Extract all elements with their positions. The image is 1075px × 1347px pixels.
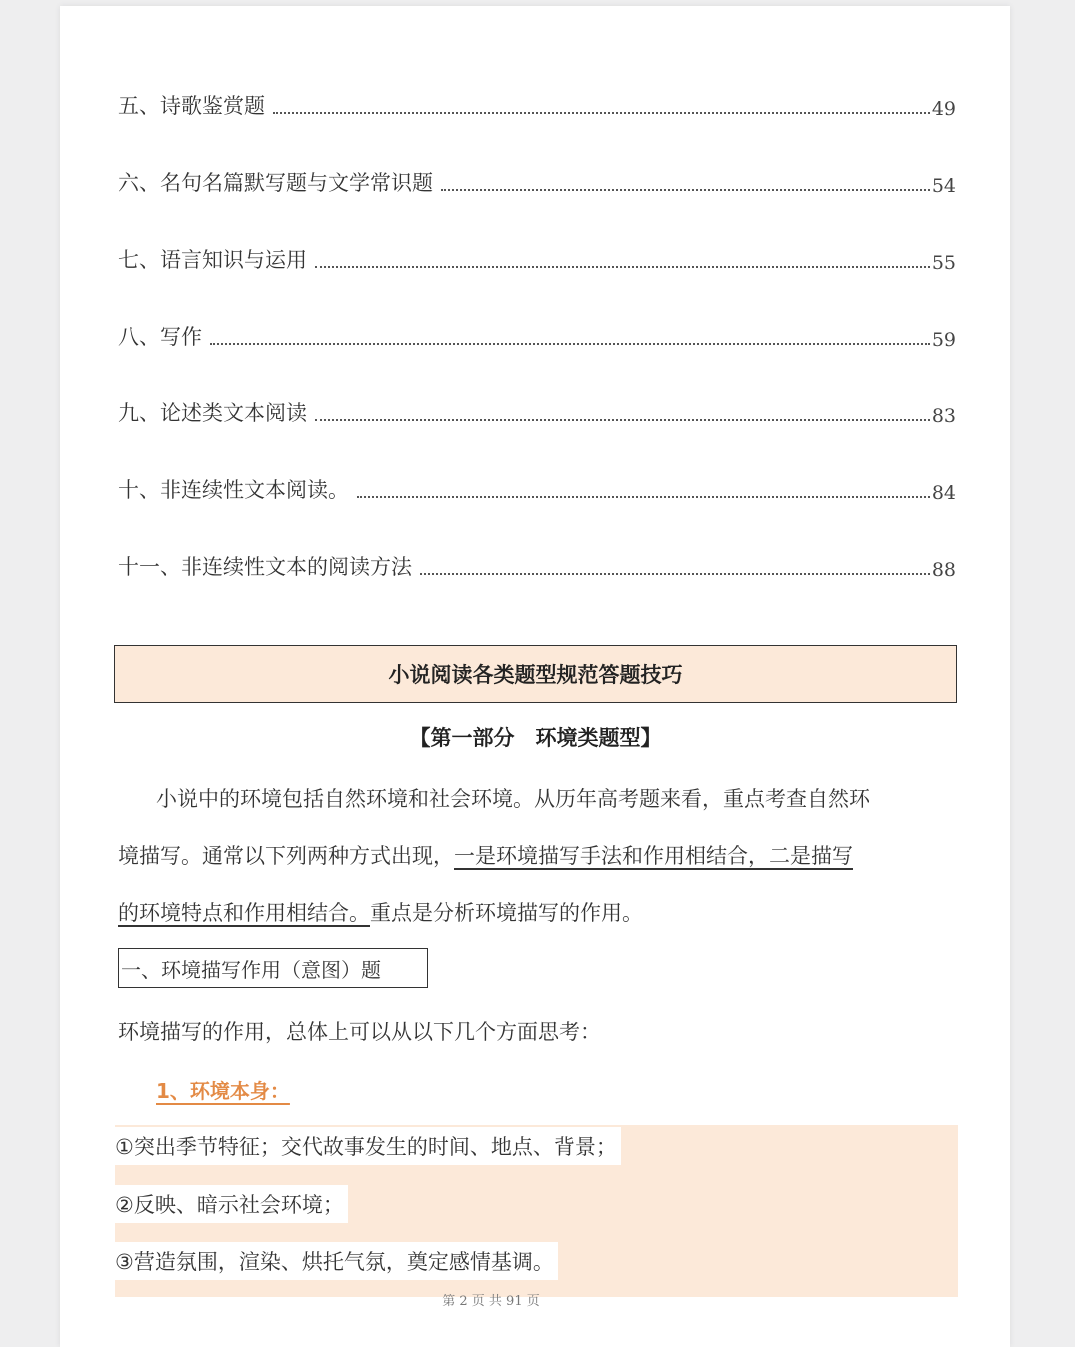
toc-entry[interactable] (118, 244, 956, 274)
page-footer: 第 2 页 共 91 页 (442, 1294, 540, 1309)
toc-page-number: 84 (931, 482, 956, 504)
toc-entry[interactable] (118, 167, 956, 197)
toc-leader-dots (315, 266, 930, 268)
document-page (60, 6, 1010, 1347)
toc-entry-label: 十一、非连续性文本的阅读方法 (118, 555, 412, 579)
intro-text: 小说中的环境包括自然环境和社会环境。从历年高考题来看，重点考查自然环 (156, 787, 870, 811)
point-item: ①突出季节特征；交代故事发生的时间、地点、背景； (115, 1127, 621, 1165)
toc-page-number: 54 (931, 175, 956, 197)
section-heading-box (118, 948, 428, 988)
intro-line-1 (118, 783, 996, 813)
toc-page-number: 88 (931, 559, 956, 581)
toc-entry[interactable] (118, 90, 956, 120)
lead-text: 环境描写的作用，总体上可以从以下几个方面思考： (118, 1020, 601, 1044)
toc-entry[interactable] (118, 551, 956, 581)
toc-leader-dots (420, 573, 930, 575)
toc-page-number: 49 (931, 98, 956, 120)
toc-leader-dots (441, 189, 930, 191)
toc-entry-label: 八、写作 (118, 325, 202, 349)
intro-line-3 (118, 897, 958, 927)
toc-leader-dots (357, 496, 930, 498)
subsection-heading: 1、环境本身： (156, 1079, 290, 1103)
toc-entry-label: 十、非连续性文本阅读。 (118, 478, 349, 502)
toc-entry[interactable] (118, 474, 956, 504)
part-heading: 【第一部分 环境类题型】 (409, 726, 662, 750)
point-item: ③营造氛围，渲染、烘托气氛，奠定感情基调。 (115, 1242, 558, 1280)
toc-page-number: 83 (931, 405, 956, 427)
intro-underlined-text: 的环境特点和作用相结合。 (118, 901, 370, 925)
intro-text: 境描写。通常以下列两种方式出现， (118, 844, 454, 868)
toc-entry-label: 七、语言知识与运用 (118, 248, 307, 272)
section-heading: 一、环境描写作用（意图）题 (121, 957, 381, 982)
toc-entry[interactable] (118, 321, 956, 351)
intro-text: 重点是分析环境描写的作用。 (370, 901, 643, 925)
intro-line-2 (118, 840, 958, 870)
toc-entry-label: 五、诗歌鉴赏题 (118, 94, 265, 118)
point-item: ②反映、暗示社会环境； (115, 1185, 348, 1223)
document-title: 小说阅读各类题型规范答题技巧 (388, 663, 683, 687)
intro-underlined-text: 一是环境描写手法和作用相结合，二是描写 (454, 844, 853, 868)
toc-page-number: 59 (931, 329, 956, 351)
toc-page-number: 55 (931, 252, 956, 274)
toc-entry-label: 九、论述类文本阅读 (118, 401, 307, 425)
toc-entry-label: 六、名句名篇默写题与文学常识题 (118, 171, 433, 195)
toc-leader-dots (210, 343, 930, 345)
toc-entry[interactable] (118, 397, 956, 427)
toc-leader-dots (315, 419, 930, 421)
document-title-box (114, 645, 957, 703)
toc-leader-dots (273, 112, 930, 114)
